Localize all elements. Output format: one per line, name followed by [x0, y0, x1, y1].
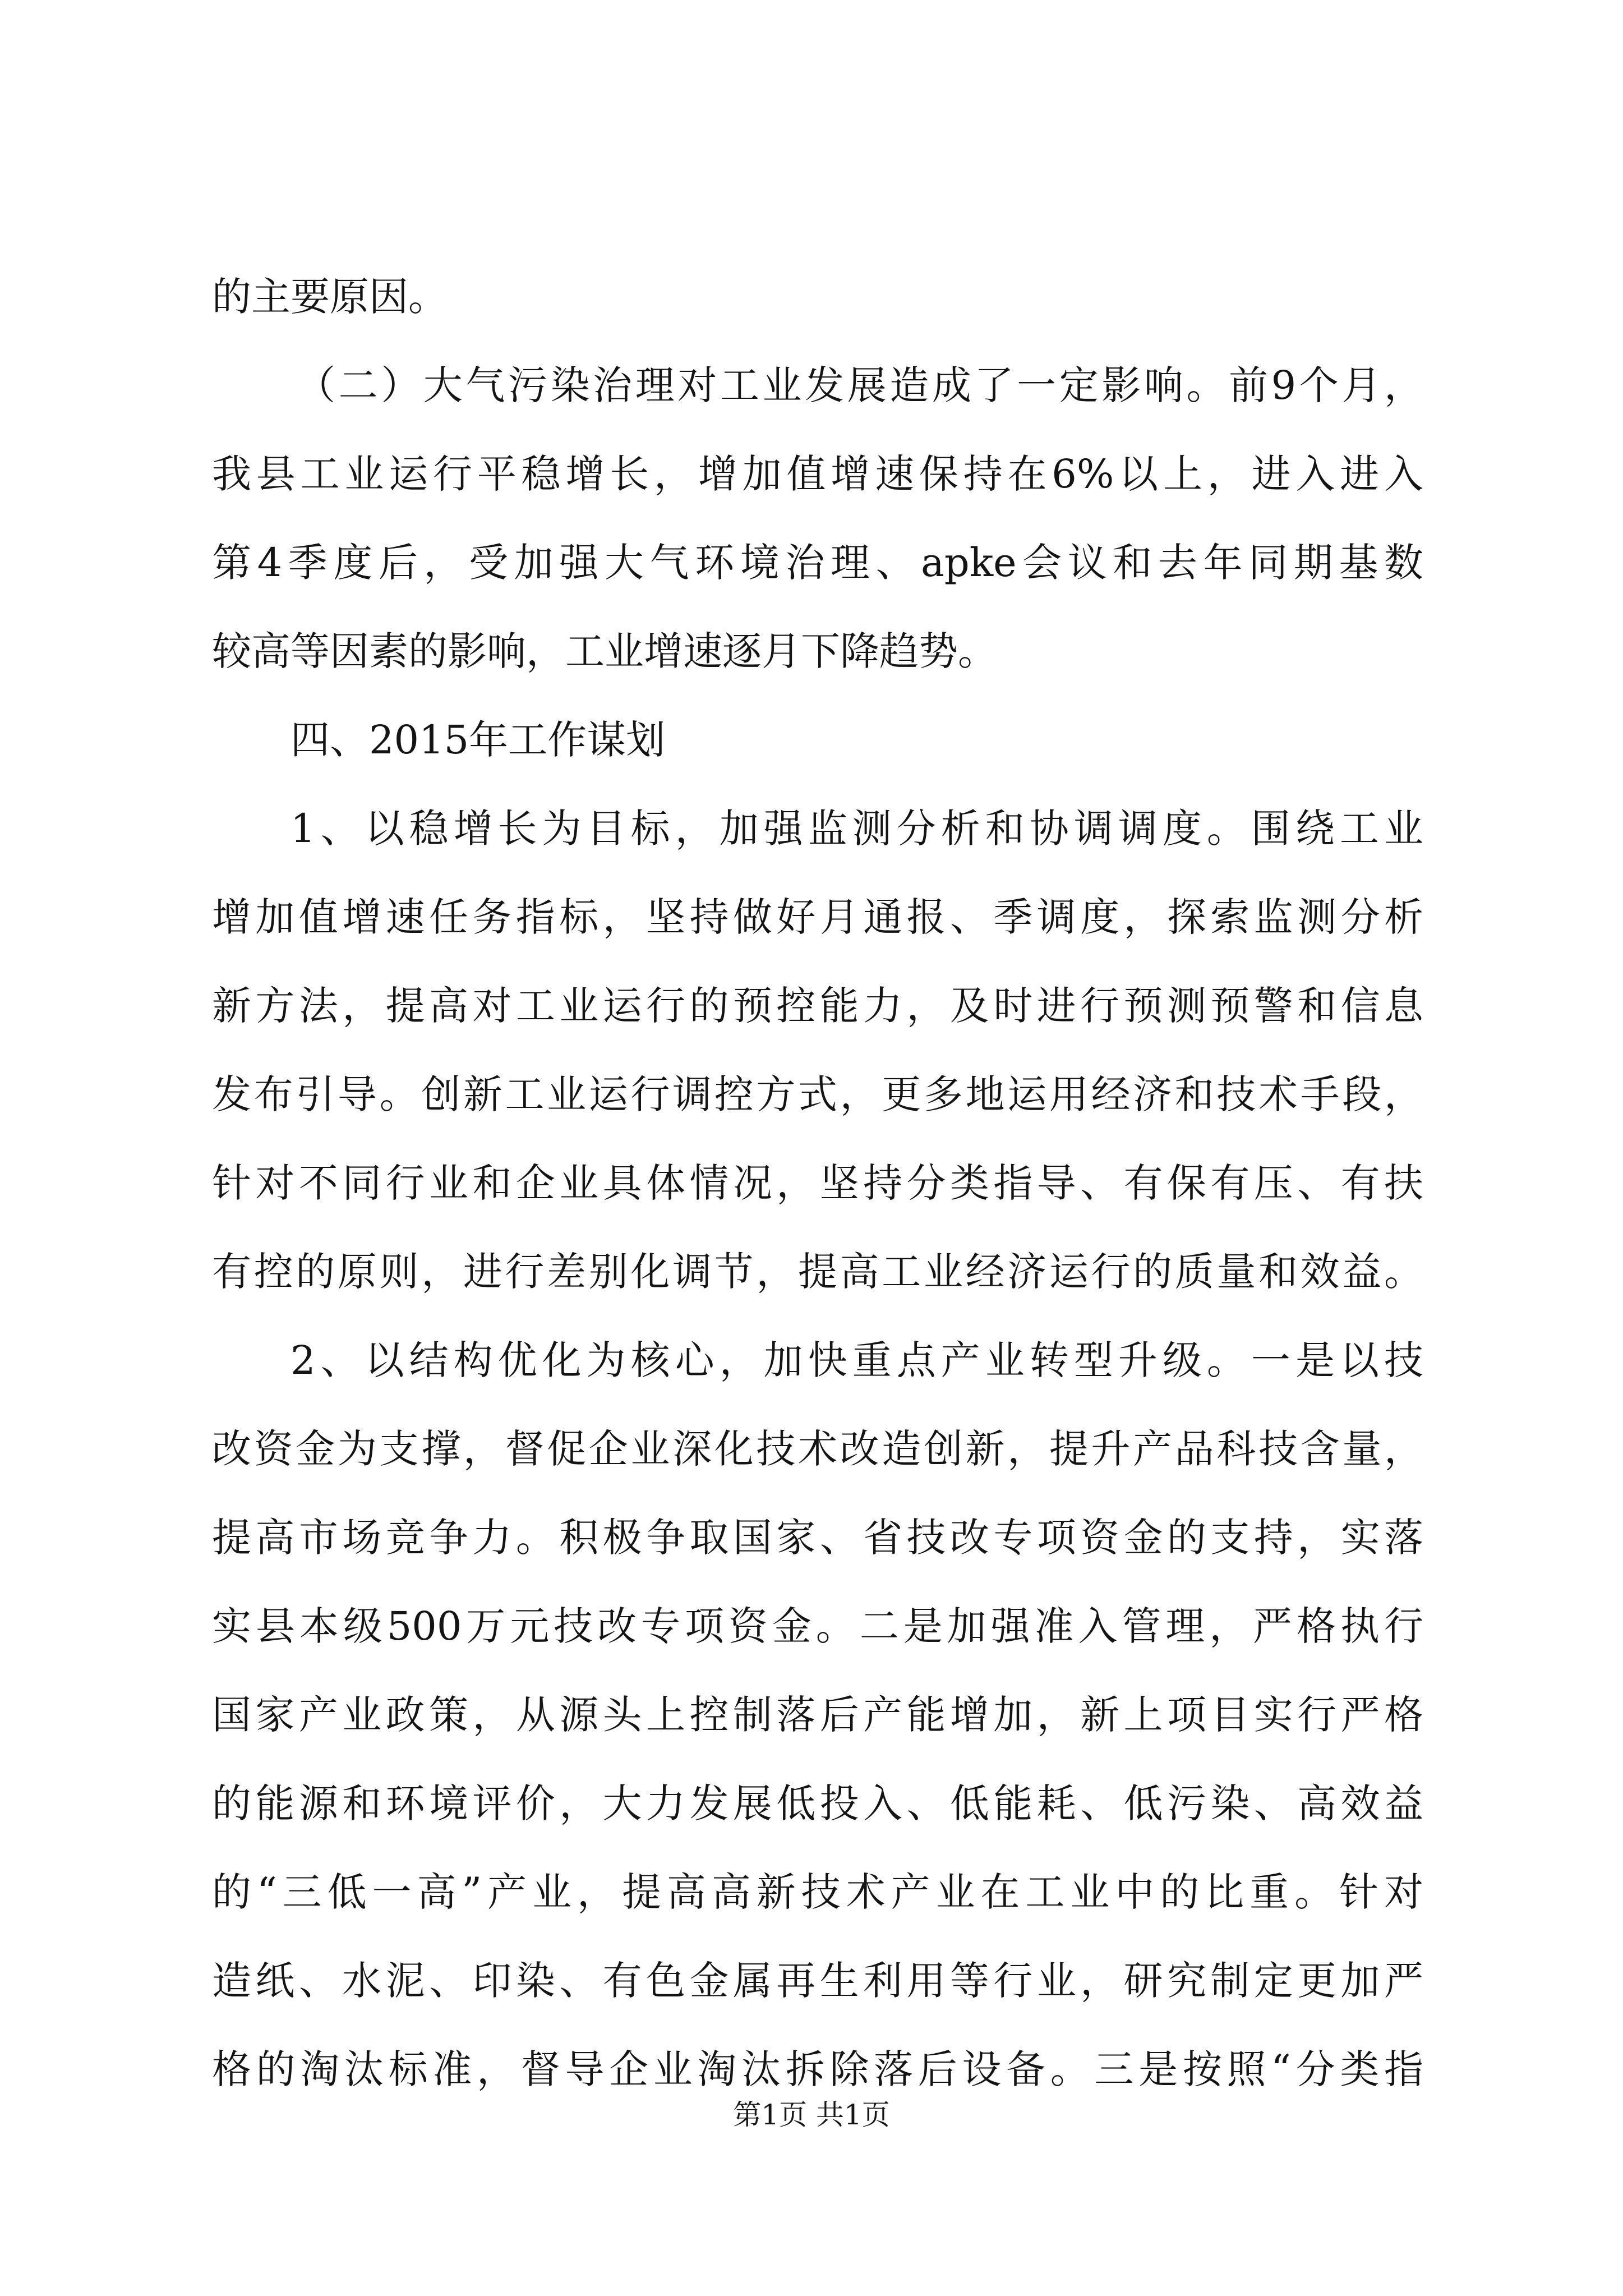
text-line: （二）大气污染治理对工业发展造成了一定影响。前9个月， — [296, 362, 1423, 408]
text-line: 提高市场竞争力。积极争取国家、省技改专项资金的支持，实落 — [212, 1515, 1423, 1561]
text-line: 发布引导。创新工业运行调控方式，更多地运用经济和技术手段， — [212, 1071, 1423, 1117]
text-line: 我县工业运行平稳增长，增加值增速保持在6%以上，进入进入 — [212, 451, 1423, 497]
text-line: 格的淘汰标准，督导企业淘汰拆除落后设备。三是按照“分类指 — [212, 2046, 1423, 2092]
text-line: 的主要原因。 — [212, 274, 448, 320]
text-line: 较高等因素的影响，工业增速逐月下降趋势。 — [212, 628, 997, 674]
text-line: 有控的原则，进行差别化调节，提高工业经济运行的质量和效益。 — [212, 1249, 1423, 1295]
text-line: 新方法，提高对工业运行的预控能力，及时进行预测预警和信息 — [212, 983, 1423, 1029]
text-line: 实县本级500万元技改专项资金。二是加强准入管理，严格执行 — [212, 1603, 1423, 1649]
text-line: 的能源和环境评价，大力发展低投入、低能耗、低污染、高效益 — [212, 1780, 1423, 1826]
page-footer: 第1页 共1页 — [733, 2099, 890, 2131]
text-line: 针对不同行业和企业具体情况，坚持分类指导、有保有压、有扶 — [212, 1160, 1423, 1206]
text-line: 造纸、水泥、印染、有色金属再生利用等行业，研究制定更加严 — [212, 1958, 1423, 2004]
text-line: 1、以稳增长为目标，加强监测分析和协调调度。围绕工业 — [291, 806, 1423, 852]
section-heading: 四、2015年工作谋划 — [291, 717, 666, 763]
text-line: 改资金为支撑，督促企业深化技术改造创新，提升产品科技含量， — [212, 1426, 1423, 1472]
body-text — [212, 252, 1423, 2114]
text-line: 增加值增速任务指标，坚持做好月通报、季调度，探索监测分析 — [212, 894, 1423, 940]
text-line: 的“三低一高”产业，提高高新技术产业在工业中的比重。针对 — [212, 1869, 1423, 1915]
text-line: 第4季度后，受加强大气环境治理、apke会议和去年同期基数 — [212, 540, 1423, 586]
text-line: 国家产业政策，从源头上控制落后产能增加，新上项目实行严格 — [212, 1692, 1423, 1738]
text-line: 2、以结构优化为核心，加快重点产业转型升级。一是以技 — [291, 1337, 1423, 1383]
